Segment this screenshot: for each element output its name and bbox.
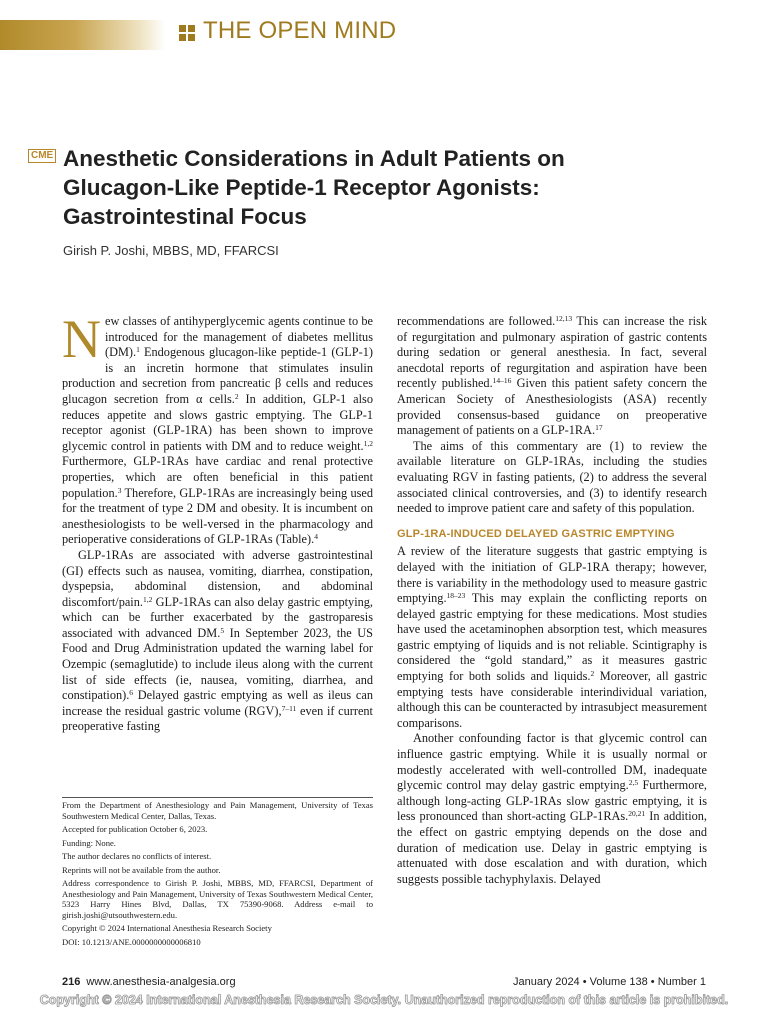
body-column-right [397, 314, 707, 887]
footnote-funding: Funding: None. [62, 837, 116, 848]
footnotes [62, 800, 373, 950]
cme-badge: CME [28, 149, 56, 163]
article-author: Girish P. Joshi, MBBS, MD, FFARCSI [63, 243, 279, 258]
paragraph-intro: New classes of antihyperglycemic agents continue to be introduced for the management of diabetes mellitus (DM).$^1$ Endogenous glucagon-like peptide-1 (GLP-1) is an incretin hormone that stimulates insulin production and secretion from pancreatic β cells and reduces glucagon secretion from α cells.$^2$ In addition, GLP-1 also reduces appetite and slows gastric emptying. The GLP-1 receptor agonist (GLP-1RA) has been shown to improve glycemic control in patients with DM and to reduce weight.$^{1,2}$ Furthermore, GLP-1RAs have cardiac and renal protective properties, which are often beneficial in this patient population.$^3$ Therefore, GLP-1RAs are increasingly being used for the treatment of type 2 DM and obesity. It is incumbent on anesthesiologists to be well-versed in the pharmacology and perioperative considerations of GLP-1RAs (Table).$^4$ [62, 309, 373, 547]
footnote-doi: DOI: 10.1213/ANE.0000000000006810 [62, 936, 201, 947]
drop-cap: N [62, 309, 101, 369]
paragraph-aspiration: recommendations are followed.$^{12,13}$ This can increase the risk of regurgitation and pulmonary aspiration of gastric contents during sedation or general anesthesia. In fact, several anecdotal reports of regurgitation and aspiration have been recently published.$^{14-16}$ Given this patient safety concern the American Society of Anesthesiologists (ASA) recently provided consensus-based guidance on preoperative management of patients on a GLP-1RA.$^{17}$ [397, 314, 707, 438]
page-number: 216 [62, 976, 81, 988]
paragraph-literature: A review of the literature suggests that gastric emptying is delayed with the initiation of GLP-1RA therapy; however, there is variability in the methodology used to measure gastric emptying.$^{18-23}$ This may explain the conflicting reports on delayed gastric emptying for these medications. Most studies have used the acetaminophen absorption test, which measures gastric emptying of liquids and is not reliable. Scintigraphy is considered the “gold standard,” as it measures gastric emptying for both solids and liquids.$^2$ Moreover, all gastric emptying tests have considerable interindividual variation, although this can be counteracted by intrasubject measurement comparisons. [397, 544, 708, 730]
footnote-accepted: Accepted for publication October 6, 2023. [62, 824, 208, 834]
footnote-conflicts: The author declares no conflicts of interest. [62, 851, 212, 861]
footnote-correspondence: Address correspondence to Girish P. Joshi, MBBS, MD, FFARCSI, Department of Anesthesiology and Pain Management, University of Texas Southwestern Medical Center, 5323 Harry Hines Blvd, Dallas, TX 75390-9068. Address e-mail to girish.joshi@utsouthwestern.edu. [62, 878, 373, 920]
grid-icon [179, 25, 195, 41]
section-label: THE OPEN MIND [203, 17, 397, 44]
article-title: Anesthetic Considerations in Adult Patients on Glucagon-Like Peptide-1 Receptor Agonists: Gastrointestinal Focus [63, 146, 565, 229]
copyright-notice: Copyright © 2024 International Anesthesia Research Society. Unauthorized reproduction of this article is prohibited. [39, 993, 729, 1007]
issue-info: January 2024 • Volume 138 • Number 1 [513, 976, 706, 988]
footnote-reprints: Reprints will not be available from the author. [62, 864, 221, 875]
footnote-affiliation: From the Department of Anesthesiology and Pain Management, University of Texas Southwestern Medical Center, Dallas, Texas. [62, 800, 373, 821]
paragraph-glycemic: Another confounding factor is that glycemic control can influence gastric emptying. While it is usually normal or modestly accelerated with well-controlled DM, inadequate glycemic control may delay gastric emptying.$^{2,5}$ Furthermore, although long-acting GLP-1RAs slow gastric emptying, it is less pronounced than short-acting GLP-1RAs.$^{20,21}$ In addition, the effect on gastric emptying depends on the dose and duration of medication use. Delay in gastric emptying is attenuated with dose escalation and with duration, which suggests possible tachyphylaxis. Delayed [397, 731, 707, 886]
paragraph-aims: The aims of this commentary are (1) to review the available literature on GLP-1RAs, including the studies evaluating RGV in fasting patients, (2) to address the several associated clinical controversies, and (3) to identify research needed to improve patient care and safety of this population. [397, 438, 707, 516]
page-footer-left [62, 976, 236, 988]
paragraph-gi-effects: GLP-1RAs are associated with adverse gastrointestinal (GI) effects such as nausea, vomiting, diarrhea, constipation, dyspepsia, abdominal distension, and abdominal discomfort/pain.$^{1,2}$ GLP-1RAs can also delay gastric emptying, which can be further exacerbated by the gastroparesis associated with advanced DM.$^5$ In September 2023, the US Food and Drug Administration updated the warning label for Ozempic (semaglutide) to include ileus along with the current list of side effects (ie, nausea, vomiting, diarrhea, and constipation).$^6$ Delayed gastric emptying as well as ileus can increase the residual gastric volume (RGV),$^{7-11}$ even if current preoperative fasting [62, 547, 373, 734]
journal-website-link[interactable]: www.anesthesia-analgesia.org [86, 976, 236, 988]
section-color-bar [0, 20, 165, 50]
footnote-divider [62, 797, 373, 798]
footnote-copyright: Copyright © 2024 International Anesthesia Research Society [62, 923, 272, 933]
section-heading: GLP-1RA-INDUCED DELAYED GASTRIC EMPTYING [397, 527, 675, 540]
body-column-left [62, 309, 373, 735]
